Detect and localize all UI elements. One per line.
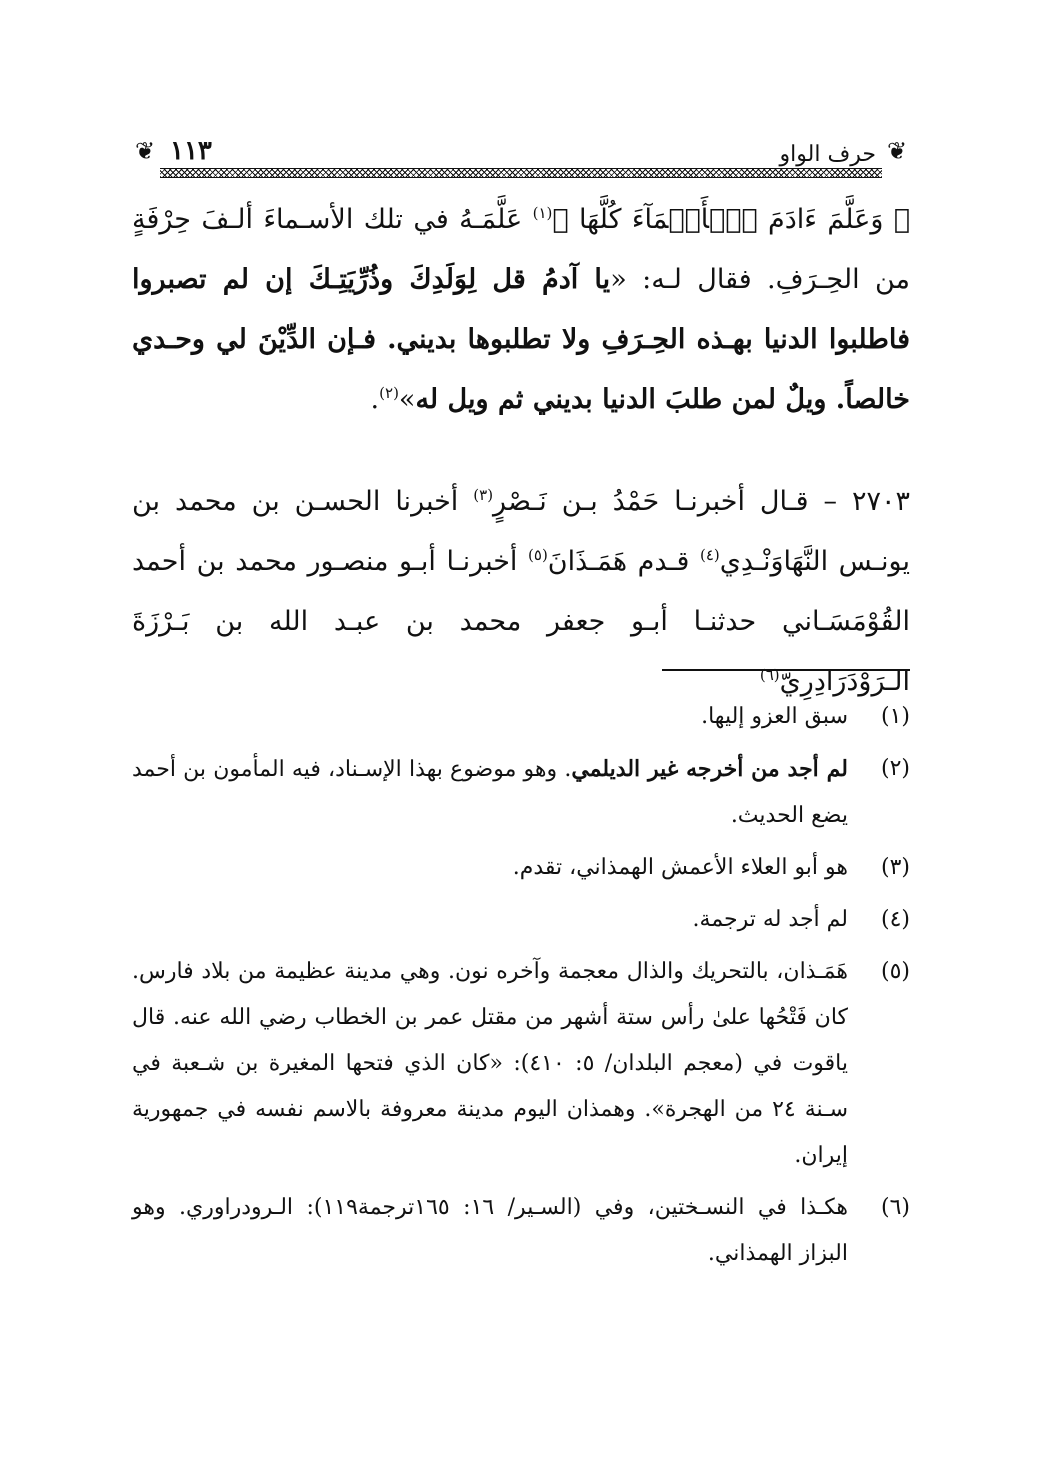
footnote-ref-1[interactable]: (١) [532, 204, 553, 222]
footnote-text: لم أجد له ترجمة. [692, 907, 848, 932]
footnote-item [132, 1185, 910, 1277]
footnote-number: (٦) [880, 1195, 910, 1220]
page-header [132, 130, 910, 176]
footnote-text-wrapper [132, 746, 848, 839]
period: . [370, 384, 380, 415]
close-quote: » [398, 384, 416, 415]
header-rule [160, 168, 882, 178]
footnote-bold-text: لم أجد من أخرجه غير الديلمي [571, 756, 848, 782]
page-number: ١١٣ [170, 136, 212, 166]
text-segment: قـدم هَمَـذَانَ [547, 546, 700, 577]
quran-verse: ﴿ وَعَلَّمَ ءَادَمَ ٱلۡأَسۡمَآءَ كُلَّهَا ﴾ [552, 204, 910, 235]
ornament-icon: ❦ [886, 137, 908, 165]
footnote-item [132, 746, 910, 839]
footnote-item [132, 694, 910, 740]
footnote-item [132, 897, 910, 943]
footnote-number: (٣) [880, 855, 910, 880]
footnote-number: (٤) [880, 907, 910, 932]
text-segment: ٢٧٠٣ – قـال أخبرنـا حَمْدُ بـن نَـصْرٍ [493, 486, 911, 517]
text-segment: عَلَّمَـهُ في تلك الأسـماءَ ألـفَ حِرْفَةٍ من الحِـرَفِ. فقال لـه: « [132, 204, 910, 295]
verse-paragraph [132, 190, 910, 430]
footnote-text: سبق العزو إليها. [701, 704, 848, 729]
footnote-number: (١) [880, 704, 910, 729]
footnote-number: (٥) [880, 959, 910, 984]
footnote-ref-3[interactable]: (٣) [473, 486, 494, 504]
footnote-text: هو أبو العلاء الأعمش الهمذاني، تقدم. [512, 855, 848, 880]
footnote-item [132, 949, 910, 1179]
footnote-ref-4[interactable]: (٤) [699, 546, 720, 564]
main-text [132, 190, 910, 712]
paragraph-gap [132, 430, 910, 472]
footnote-text: هكـذا في النسـختين، وفي (السـير/ ١٦: ١٦٥ترجمة١١٩): الـرودراوري. وهو البزاز الهمذاني. [132, 1195, 849, 1266]
hadith-quote: يا آدمُ قل لِوَلَدِكَ وذُرِّيَتِـكَ إن لم تصبروا فاطلبوا الدنيا بهـذه الحِـرَفِ ولا تطلبوها بديني. فـإن الدِّيْنَ لي وحـدي خالصاً. ويلٌ لمن طلبَ الدنيا بديني ثم ويل له [132, 264, 910, 415]
footnotes [132, 694, 910, 1283]
footnote-ref-6[interactable]: (٦) [759, 666, 780, 684]
hadith-paragraph [132, 472, 910, 712]
footnote-item [132, 845, 910, 891]
ornament-icon: ❦ [134, 137, 156, 165]
footnote-ref-5[interactable]: (٥) [528, 546, 548, 564]
footnote-number: (٢) [880, 756, 910, 781]
footnote-text: . وهو موضوع بهذا الإسـناد، فيه المأمون بن أحمد يضع الحديث. [132, 757, 848, 828]
footnote-ref-2[interactable]: (٢) [379, 384, 399, 402]
text-segment: أخبرنا الحسـن بن محمد بن يونـس النَّهَاوَنْـدِي [132, 486, 910, 577]
chapter-title: حرف الواو [779, 142, 876, 167]
footnote-text: هَمَـذان، بالتحريك والذال معجمة وآخره نون. وهي مدينة عظيمة من بلاد فارس. كان فَتْحُها علىٰ رأس ستة أشهر من مقتل عمر بن الخطاب رضي الله عنه. قال ياقوت في (معجم البلدان/ ٥: ٤١٠): «كان الذي فتحها المغيرة بن شـعبة في سـنة ٢٤ من الهجرة». وهمذان اليوم مدينة معروفة بالاسم نفسه في جمهورية إيران. [132, 959, 849, 1168]
footnote-separator [662, 669, 910, 671]
text-segment: أخبرنـا أبـو منصـور محمد بن أحمد القُوْمَسَـاني حدثنـا أبـو جعفر محمد بن عبـد الله بن بَـرْزَةَ الـرَوْدَرَادِرِيّ [132, 546, 910, 697]
